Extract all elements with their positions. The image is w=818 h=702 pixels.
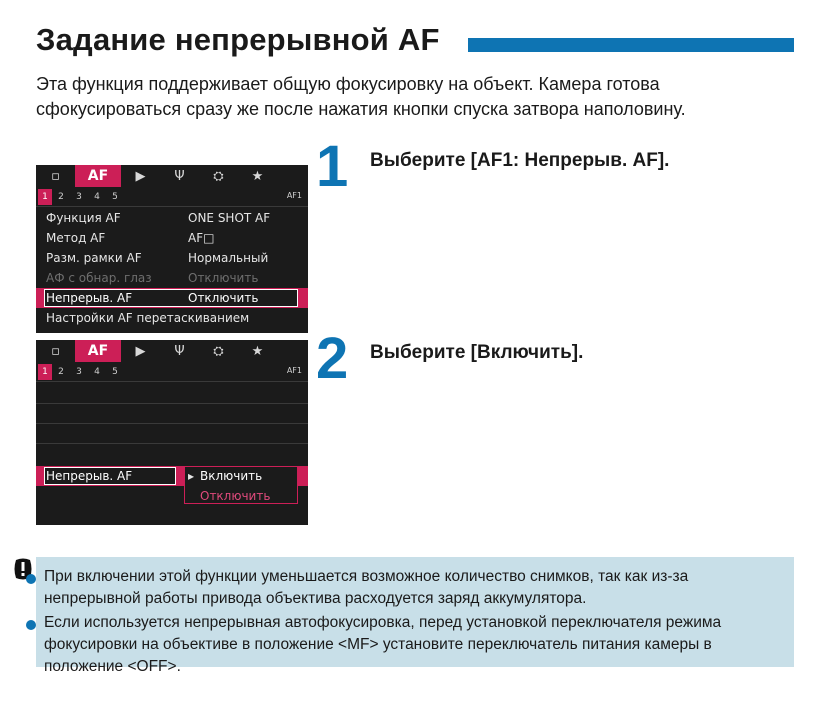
camera-screen-1: [36, 165, 308, 333]
tab-af: AF: [75, 165, 121, 187]
page-5: 5: [112, 367, 118, 377]
title-accent-bar: [468, 38, 794, 52]
menu-row-label: Непрерыв. AF: [46, 469, 133, 483]
menu-row-value: ONE SHOT AF: [188, 211, 271, 225]
menu-row-value: Нормальный: [188, 251, 269, 265]
af-page-badge: AF1: [286, 191, 302, 200]
option-label: Отключить: [200, 489, 271, 503]
menu-row-value: AF□: [188, 231, 215, 245]
page-indicator: [36, 364, 308, 380]
menu-row-label: Разм. рамки AF: [46, 251, 142, 265]
af-page-badge: AF1: [286, 366, 302, 375]
page-2: 2: [58, 367, 64, 377]
playback-icon: ▶: [135, 168, 146, 184]
menu-row: [36, 248, 308, 268]
person-icon: ⛭: [213, 343, 224, 359]
menu-row: [36, 228, 308, 248]
divider: [36, 206, 308, 207]
wrench-icon: Ψ: [174, 343, 185, 359]
menu-row-value: Отключить: [188, 291, 259, 305]
menu-row-label: Функция AF: [46, 211, 121, 225]
option-enable: [186, 466, 296, 486]
bullet-dot: [26, 574, 36, 584]
title-row: [36, 22, 440, 58]
star-icon: ★: [251, 168, 264, 184]
option-disable: [186, 486, 296, 506]
menu-row-label: Непрерыв. AF: [46, 291, 133, 305]
page-3: 3: [76, 367, 82, 377]
page-5: 5: [112, 192, 118, 202]
menu-row-label: АФ с обнар. глаз: [46, 271, 152, 285]
step-text-1: Выберите [AF1: Непрерыв. AF].: [370, 150, 670, 171]
divider: [36, 443, 308, 444]
step-number-1: 1: [316, 134, 349, 199]
menu-row-disabled: [36, 268, 308, 288]
divider: [36, 423, 308, 424]
selected-marker-icon: ▸: [188, 469, 195, 483]
note-item: Если используется непрерывная автофокусировка, перед установкой переключателя режима фокусировки на объективе в положение <MF> установите переключатель питания камеры в положение <OFF>.: [44, 614, 722, 675]
camera-icon: ▫: [51, 168, 60, 184]
page-1: 1: [38, 364, 52, 380]
page-title: Задание непрерывной AF: [36, 22, 440, 57]
menu-tabs: [36, 340, 308, 362]
step-text-2: Выберите [Включить].: [370, 342, 584, 363]
note-item: При включении этой функции уменьшается возможное количество снимков, так как из-за непрерывной работы привода объектива расходуется заряд аккумулятора.: [44, 568, 689, 607]
page-2: 2: [58, 192, 64, 202]
menu-row: [36, 208, 308, 228]
menu-row-selected: [36, 288, 308, 308]
menu-row-label: Метод AF: [46, 231, 106, 245]
menu-row-value: Отключить: [188, 271, 259, 285]
page-4: 4: [94, 192, 100, 202]
menu-row-label: Настройки AF перетаскиванием: [46, 311, 250, 325]
camera-icon: ▫: [51, 343, 60, 359]
bullet-dot: [26, 620, 36, 630]
step-number-2: 2: [316, 326, 349, 391]
page-1: 1: [38, 189, 52, 205]
tab-af: AF: [75, 340, 121, 362]
option-label: Включить: [200, 469, 263, 483]
camera-screen-2: [36, 340, 308, 525]
person-icon: ⛭: [213, 168, 224, 184]
wrench-icon: Ψ: [174, 168, 185, 184]
divider: [36, 381, 308, 382]
page-4: 4: [94, 367, 100, 377]
playback-icon: ▶: [135, 343, 146, 359]
star-icon: ★: [251, 343, 264, 359]
menu-row: [36, 308, 308, 328]
page-3: 3: [76, 192, 82, 202]
menu-tabs: [36, 165, 308, 187]
intro-text: Эта функция поддерживает общую фокусировку на объект. Камера готова сфокусироваться сразу же после нажатия кнопки спуска затвора наполовину.: [36, 74, 686, 119]
page-indicator: [36, 189, 308, 205]
divider: [36, 403, 308, 404]
